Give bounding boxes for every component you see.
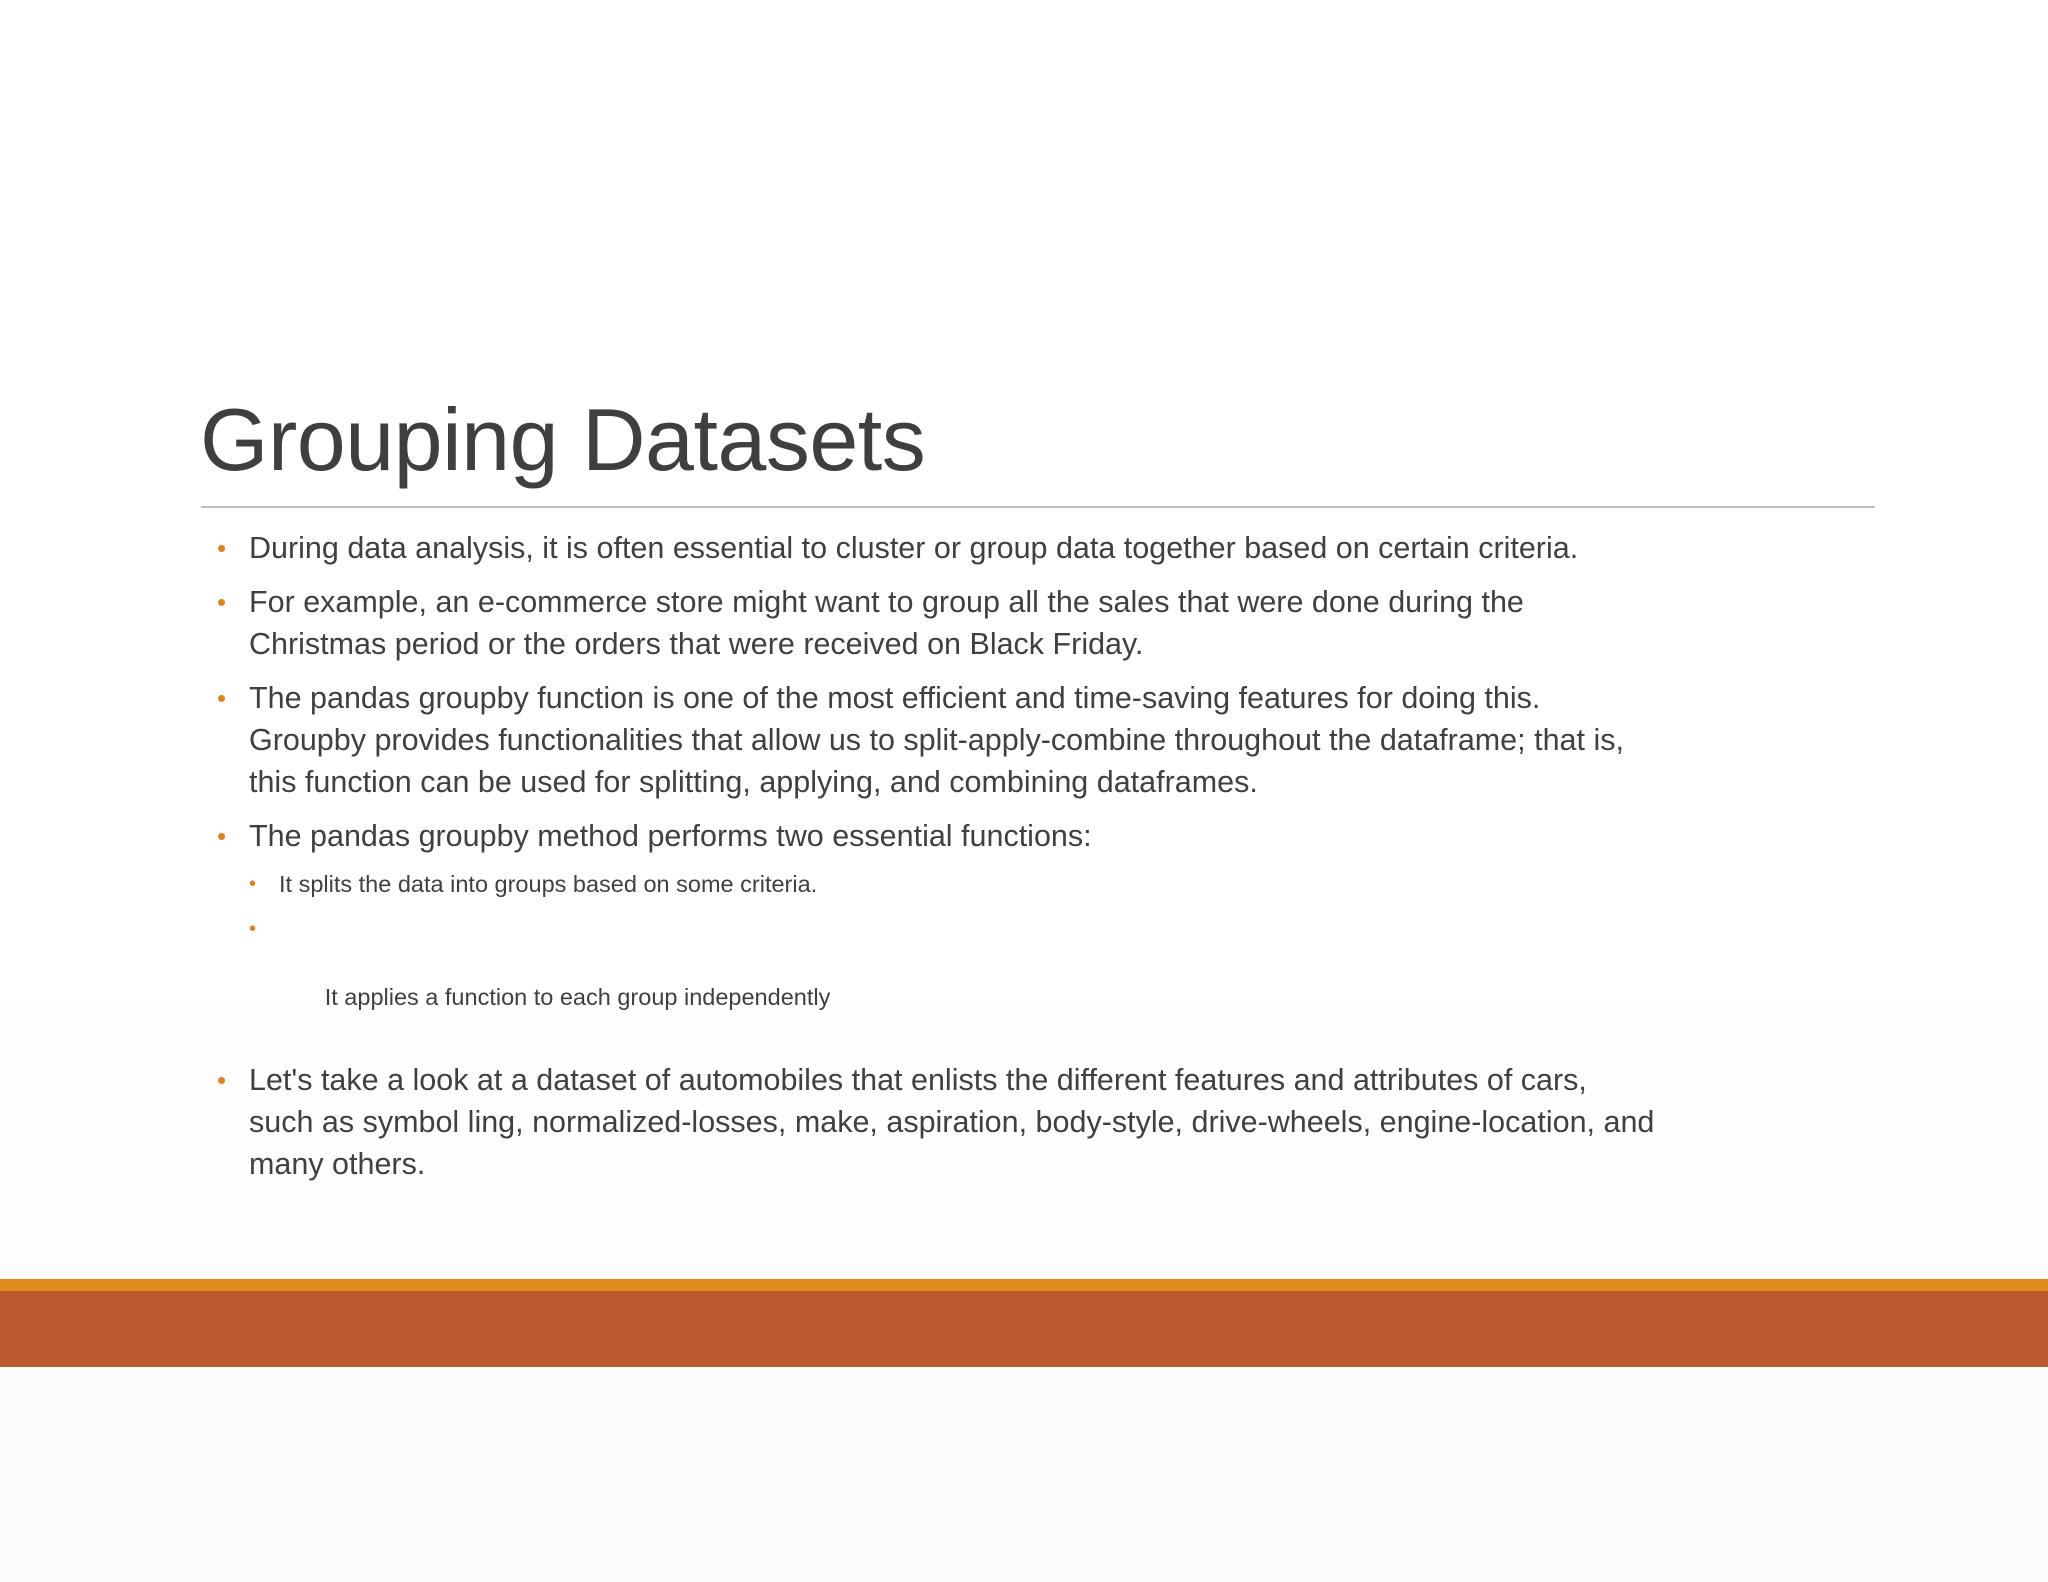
footer-area [0, 1367, 2048, 1582]
bullet-text: this function can be used for splitting, applying, and combining dataframes. [249, 765, 1258, 799]
bullet-marker-icon: • [217, 821, 227, 851]
sub-bullet-marker-icon: • [249, 918, 257, 940]
bullet-text: Christmas period or the orders that were received on Black Friday. [249, 627, 1144, 661]
sub-bullet-text: It splits the data into groups based on some criteria. [279, 871, 818, 897]
title-divider [201, 506, 1875, 508]
footer-band [0, 1291, 2048, 1367]
bullet-item [201, 815, 1881, 857]
bullet-text: Groupby provides functionalities that allow us to split-apply-combine throughout the dataframe; that is, [249, 723, 1624, 757]
bullet-text: many others. [249, 1147, 426, 1181]
bullet-item [201, 527, 1881, 569]
bullet-text: The pandas groupby function is one of the most efficient and time-saving features for doing this. [249, 681, 1541, 715]
bullet-item [201, 677, 1881, 803]
bullet-marker-icon: • [217, 587, 227, 617]
bullet-marker-icon: • [217, 533, 227, 563]
bullet-item [201, 1059, 1881, 1185]
sub-bullet-text: It applies a function to each group independently [318, 984, 831, 1010]
sub-bullet-item [201, 912, 1881, 1048]
accent-stripe [0, 1279, 2048, 1291]
bullet-list [201, 527, 1881, 1197]
sub-bullet-marker-icon: • [249, 873, 257, 895]
bullet-item [201, 581, 1881, 665]
bullet-text: such as symbol ling, normalized-losses, make, aspiration, body-style, drive-wheels, engine-location, and [249, 1105, 1655, 1139]
sub-bullet-item [201, 867, 1881, 901]
bullet-text: During data analysis, it is often essential to cluster or group data together based on certain criteria. [249, 531, 1579, 565]
slide-title: Grouping Datasets [200, 390, 926, 489]
bullet-text: The pandas groupby method performs two essential functions: [249, 819, 1092, 853]
bullet-marker-icon: • [217, 1065, 227, 1095]
bullet-marker-icon: • [217, 683, 227, 713]
bullet-text: Let's take a look at a dataset of automobiles that enlists the different features and attributes of cars, [249, 1063, 1587, 1097]
bullet-text: For example, an e-commerce store might want to group all the sales that were done during the [249, 585, 1524, 619]
